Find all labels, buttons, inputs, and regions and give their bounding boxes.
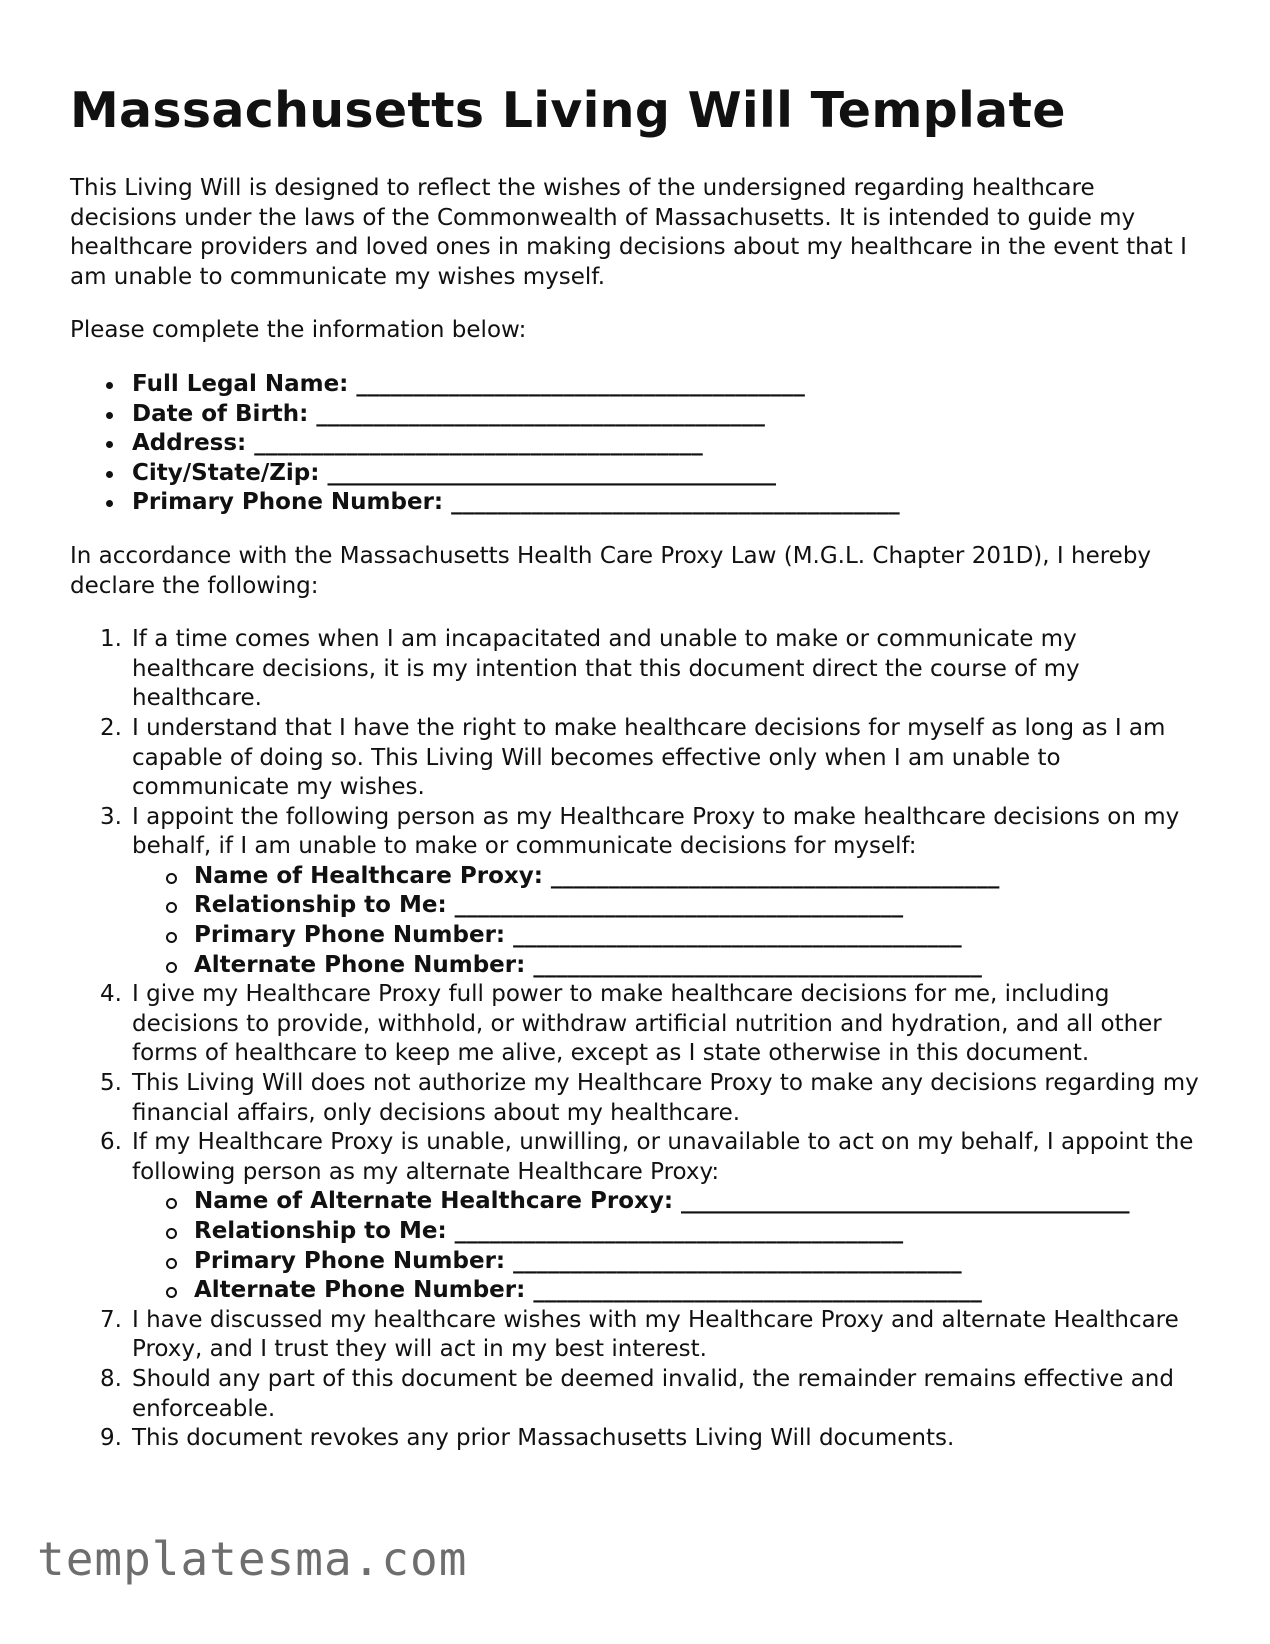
- alternate-proxy-alternate-phone-field: Alternate Phone Number: _______________________________________: [132, 1276, 1200, 1306]
- instruction-text: Please complete the information below:: [70, 317, 527, 344]
- full-name-field: Full Legal Name: _______________________________________: [70, 370, 1200, 400]
- date-of-birth-field: Date of Birth: _______________________________________: [70, 400, 1200, 430]
- declaration-number: 7.: [100, 1306, 122, 1333]
- declaration-number: 5.: [100, 1070, 122, 1097]
- personal-info-list: [70, 370, 1200, 518]
- document-page: [70, 78, 1200, 1454]
- declaration-text: If a time comes when I am incapacitated and unable to make or communicate my healthcare decisions, it is my intention that this document direct the course of my healthcare.: [132, 626, 1080, 712]
- declarations-list: [70, 625, 1200, 1454]
- proxy-alternate-phone-field: Alternate Phone Number: _______________________________________: [132, 951, 1200, 981]
- watermark-text: templatesma.com: [37, 1532, 468, 1586]
- alternate-proxy-name-field: Name of Alternate Healthcare Proxy: _______________________________________: [132, 1187, 1200, 1217]
- proxy-fields-list: [132, 862, 1200, 980]
- declaration-item: [70, 803, 1200, 981]
- alternate-proxy-primary-phone-field: Primary Phone Number: _______________________________________: [132, 1247, 1200, 1277]
- declaration-number: 8.: [100, 1365, 122, 1392]
- declaration-text: This Living Will does not authorize my Healthcare Proxy to make any decisions regarding my financial affairs, only decisions about my healthcare.: [132, 1070, 1199, 1126]
- declaration-item: [70, 1306, 1200, 1365]
- declaration-text: I give my Healthcare Proxy full power to make healthcare decisions for me, including decisions to provide, withhold, or withdraw artificial nutrition and hydration, and all other forms of healthcare to keep me alive, except as I state otherwise in this document.: [132, 981, 1162, 1067]
- declaration-number: 9.: [100, 1425, 122, 1452]
- proxy-primary-phone-field: Primary Phone Number: _______________________________________: [132, 921, 1200, 951]
- address-field: Address: _______________________________________: [70, 429, 1200, 459]
- declaration-intro: In accordance with the Massachusetts Health Care Proxy Law (M.G.L. Chapter 201D), I hereby declare the following:: [70, 542, 1152, 599]
- declaration-text: If my Healthcare Proxy is unable, unwilling, or unavailable to act on my behalf, I appoint the following person as my alternate Healthcare Proxy:: [132, 1129, 1194, 1185]
- primary-phone-field: Primary Phone Number: _______________________________________: [70, 488, 1200, 518]
- city-state-zip-field: City/State/Zip: _______________________________________: [70, 459, 1200, 489]
- declaration-text: This document revokes any prior Massachusetts Living Will documents.: [132, 1425, 955, 1452]
- intro-paragraph: This Living Will is designed to reflect the wishes of the undersigned regarding healthcare decisions under the laws of the Commonwealth of Massachusetts. It is intended to guide my healthcare providers and loved ones in making decisions about my healthcare in the event that I am unable to communicate my wishes myself.: [70, 175, 1187, 290]
- declaration-item: [70, 1069, 1200, 1128]
- declaration-number: 6.: [100, 1129, 122, 1156]
- declaration-text: I understand that I have the right to make healthcare decisions for myself as long as I am capable of doing so. This Living Will becomes effective only when I am unable to communicate my wishes.: [132, 714, 1166, 801]
- declaration-text: I have discussed my healthcare wishes with my Healthcare Proxy and alternate Healthcare Proxy, and I trust they will act in my best interest.: [132, 1306, 1179, 1363]
- alternate-proxy-relationship-field: Relationship to Me: _______________________________________: [132, 1217, 1200, 1247]
- declaration-item: [70, 1365, 1200, 1424]
- declaration-number: 2.: [100, 714, 122, 741]
- declaration-number: 1.: [100, 626, 122, 653]
- declaration-item: [70, 625, 1200, 714]
- declaration-text: Should any part of this document be deemed invalid, the remainder remains effective and enforceable.: [132, 1365, 1174, 1422]
- declaration-number: 4.: [100, 981, 122, 1008]
- declaration-item: [70, 980, 1200, 1069]
- declaration-item: [70, 1424, 1200, 1454]
- proxy-relationship-field: Relationship to Me: _______________________________________: [132, 891, 1200, 921]
- declaration-text: I appoint the following person as my Healthcare Proxy to make healthcare decisions on my behalf, if I am unable to make or communicate decisions for myself:: [132, 803, 1180, 860]
- proxy-name-field: Name of Healthcare Proxy: _______________________________________: [132, 862, 1200, 892]
- declaration-number: 3.: [100, 803, 122, 830]
- alternate-proxy-fields-list: [132, 1187, 1200, 1305]
- page-title: Massachusetts Living Will Template: [70, 82, 1066, 139]
- declaration-item: [70, 1128, 1200, 1306]
- declaration-item: [70, 714, 1200, 803]
